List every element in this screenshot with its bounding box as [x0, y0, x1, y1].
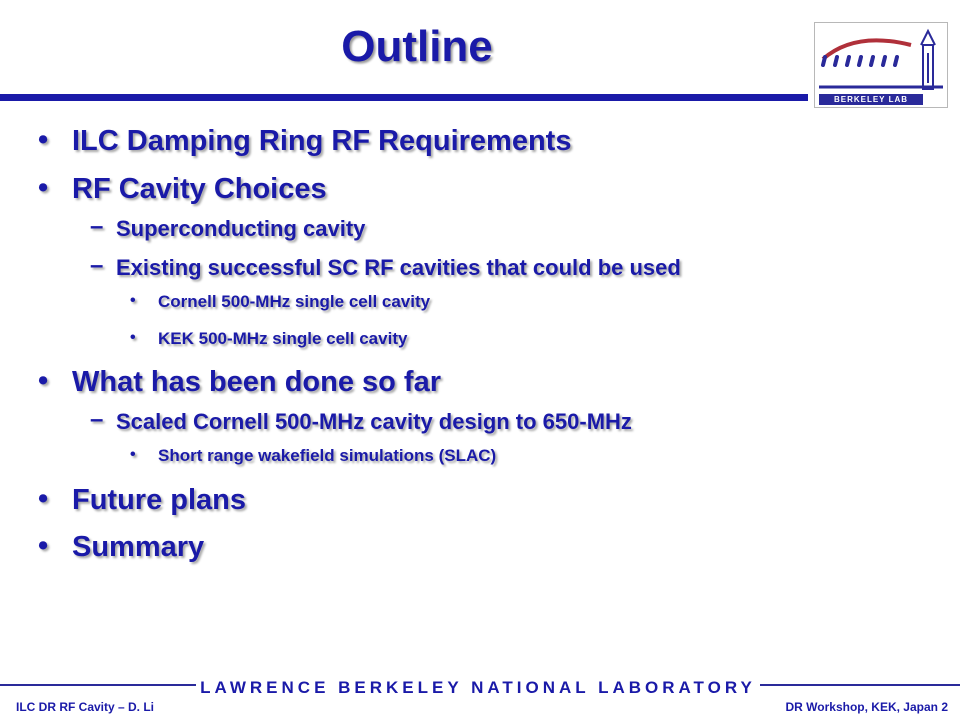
dash-icon: – — [90, 213, 104, 240]
bullet-icon: • — [38, 172, 49, 204]
list-item: Scaled Cornell 500-MHz cavity design to 650-MHz — [116, 409, 632, 434]
footer-left-text: ILC DR RF Cavity – D. Li — [16, 700, 155, 714]
bullet-icon: • — [38, 365, 49, 397]
dash-icon: – — [90, 406, 104, 433]
list-item: What has been done so far — [72, 366, 441, 398]
bullet-icon: • — [38, 124, 49, 156]
dash-icon: – — [90, 252, 104, 279]
list-item: KEK 500-MHz single cell cavity — [158, 329, 408, 348]
title-divider — [0, 94, 808, 101]
footer-right-text: DR Workshop, KEK, Japan 2 — [785, 700, 948, 714]
list-item: Summary — [72, 531, 205, 563]
slide-title: Outline — [341, 22, 493, 71]
berkeley-lab-logo — [814, 22, 948, 108]
list-item: Future plans — [72, 484, 247, 516]
bullet-icon: • — [130, 446, 136, 463]
list-item: Cornell 500-MHz single cell cavity — [158, 292, 431, 311]
footer-lab-name: LAWRENCE BERKELEY NATIONAL LABORATORY — [196, 676, 760, 700]
list-item: Existing successful SC RF cavities that could be used — [116, 255, 681, 280]
bullet-icon: • — [38, 530, 49, 562]
list-item: Short range wakefield simulations (SLAC) — [158, 446, 497, 465]
bullet-icon: • — [38, 483, 49, 515]
list-item: RF Cavity Choices — [72, 173, 327, 205]
list-item: Superconducting cavity — [116, 216, 366, 241]
bullet-icon: • — [130, 329, 136, 346]
bullet-icon: • — [130, 292, 136, 309]
logo-label: BERKELEY LAB — [819, 94, 923, 105]
list-item: ILC Damping Ring RF Requirements — [72, 125, 572, 157]
